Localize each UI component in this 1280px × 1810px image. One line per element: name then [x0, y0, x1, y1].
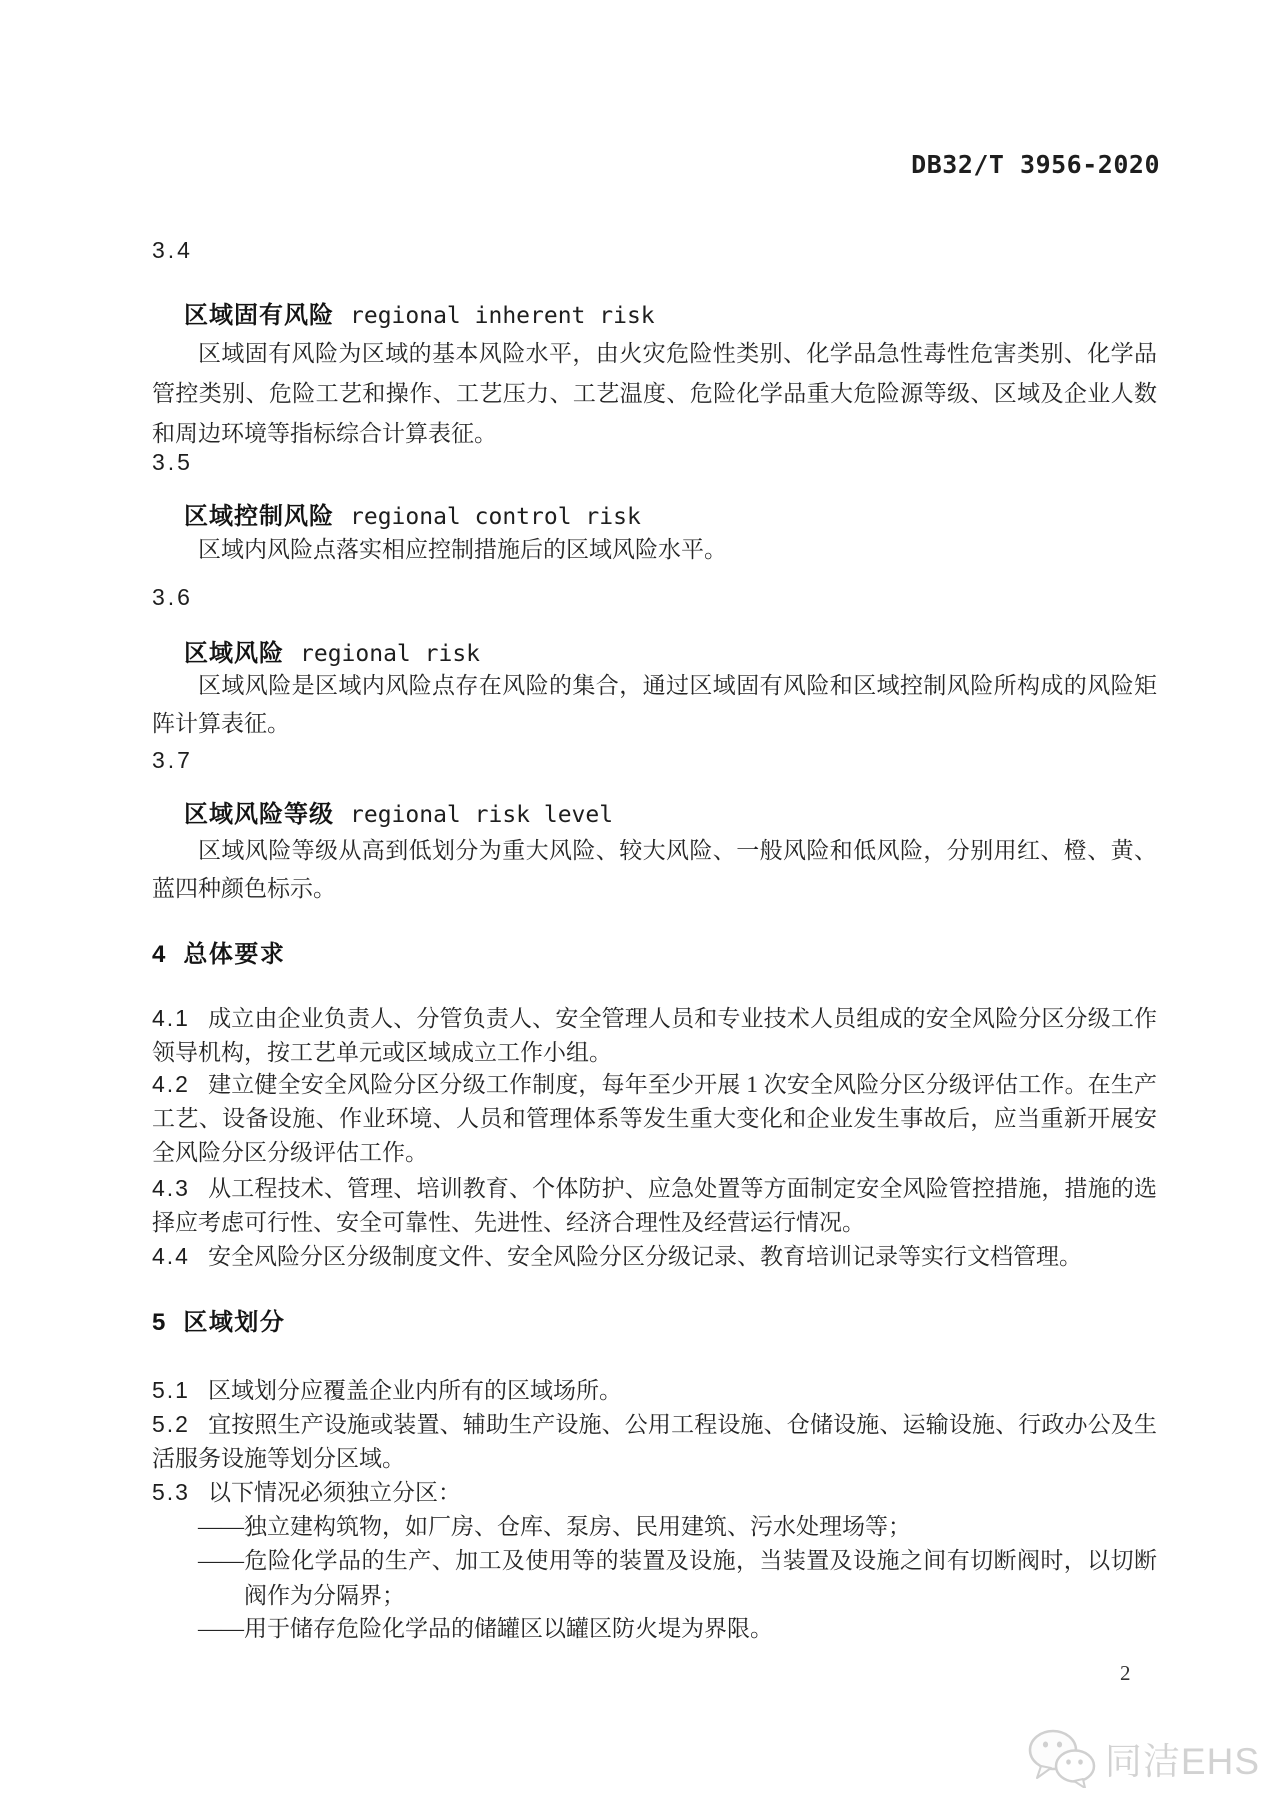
clause-5-1 [152, 1373, 1157, 1408]
term-number-3-7: 3.7 [152, 747, 193, 773]
clause-number: 5.1 [152, 1377, 190, 1403]
clause-number: 5.2 [152, 1411, 190, 1437]
clause-number: 4.1 [152, 1005, 190, 1031]
chapter-title: 总体要求 [183, 941, 286, 968]
chapter-title: 区域划分 [183, 1309, 286, 1336]
term-zh: 区域风险等级 [184, 801, 334, 828]
clause-text: 以下情况必须独立分区： [207, 1480, 461, 1505]
clause-number: 5.3 [152, 1479, 190, 1505]
chapter-heading-5 [152, 1302, 1157, 1337]
clause-number: 4.4 [152, 1243, 190, 1269]
term-definition-3-5: 区域内风险点落实相应控制措施后的区域风险水平。 [198, 537, 727, 562]
term-en: regional control risk [350, 504, 641, 530]
term-line-3-7 [152, 794, 1157, 829]
term-line-3-6 [152, 633, 1157, 668]
term-number-3-5: 3.5 [152, 449, 193, 475]
page-number: 2 [1120, 1661, 1131, 1685]
chapter-number: 5 [152, 1309, 167, 1336]
term-en: regional risk level [350, 802, 614, 828]
clause-4-3 [152, 1171, 1157, 1240]
term-definition-3-6: 区域风险是区域内风险点存在风险的集合，通过区域固有风险和区域控制风险所构成的风险矩阵计算表征。 [152, 673, 1157, 736]
clause-5-3 [152, 1475, 1157, 1510]
clause-number: 4.2 [152, 1071, 190, 1097]
chapter-number: 4 [152, 941, 167, 968]
term-zh: 区域控制风险 [184, 503, 334, 530]
term-line-3-4 [152, 295, 1157, 330]
clause-4-4 [152, 1239, 1157, 1274]
dash-list-item: ——危险化学品的生产、加工及使用等的装置及设施，当装置及设施之间有切断阀时，以切断阀作为分隔界； [198, 1548, 1157, 1608]
clause-text: 建立健全安全风险分区分级工作制度，每年至少开展 1 次安全风险分区分级评估工作。在生产工艺、设备设施、作业环境、人员和管理体系等发生重大变化和企业发生事故后，应当重新开展安全风险分区分级评估工作。 [152, 1072, 1157, 1165]
clause-text: 宜按照生产设施或装置、辅助生产设施、公用工程设施、仓储设施、运输设施、行政办公及生活服务设施等划分区域。 [152, 1412, 1157, 1471]
term-number-3-4: 3.4 [152, 237, 193, 263]
clause-text: 区域划分应覆盖企业内所有的区域场所。 [207, 1378, 622, 1403]
term-en: regional inherent risk [350, 303, 655, 329]
clause-4-2 [152, 1067, 1157, 1170]
standard-code-header: DB32/T 3956-2020 [911, 150, 1160, 179]
term-en: regional risk [300, 641, 481, 667]
term-number-3-6: 3.6 [152, 584, 193, 610]
wechat-icon [1027, 1728, 1099, 1788]
chapter-heading-4 [152, 934, 1157, 969]
clause-number: 4.3 [152, 1175, 190, 1201]
clause-text: 安全风险分区分级制度文件、安全风险分区分级记录、教育培训记录等实行文档管理。 [207, 1244, 1082, 1269]
clause-5-2 [152, 1407, 1157, 1476]
clause-4-1 [152, 1001, 1157, 1070]
term-zh: 区域固有风险 [184, 302, 334, 329]
term-line-3-5 [152, 496, 1157, 531]
term-zh: 区域风险 [184, 640, 284, 667]
clause-text: 从工程技术、管理、培训教育、个体防护、应急处置等方面制定安全风险管控措施，措施的选择应考虑可行性、安全可靠性、先进性、经济合理性及经营运行情况。 [152, 1176, 1157, 1235]
term-definition-3-4: 区域固有风险为区域的基本风险水平，由火灾危险性类别、化学品急性毒性危害类别、化学品管控类别、危险工艺和操作、工艺压力、工艺温度、危险化学品重大危险源等级、区域及企业人数和周边环境等指标综合计算表征。 [152, 341, 1157, 446]
clause-text: 成立由企业负责人、分管负责人、安全管理人员和专业技术人员组成的安全风险分区分级工作领导机构，按工艺单元或区域成立工作小组。 [152, 1006, 1157, 1065]
dash-list-item: ——用于储存危险化学品的储罐区以罐区防火堤为界限。 [198, 1616, 773, 1641]
watermark [1027, 1728, 1260, 1788]
watermark-text: 同洁EHS [1104, 1741, 1260, 1782]
term-definition-3-7: 区域风险等级从高到低划分为重大风险、较大风险、一般风险和低风险，分别用红、橙、黄、蓝四种颜色标示。 [152, 838, 1157, 901]
dash-list-item: ——独立建构筑物，如厂房、仓库、泵房、民用建筑、污水处理场等； [198, 1514, 911, 1539]
